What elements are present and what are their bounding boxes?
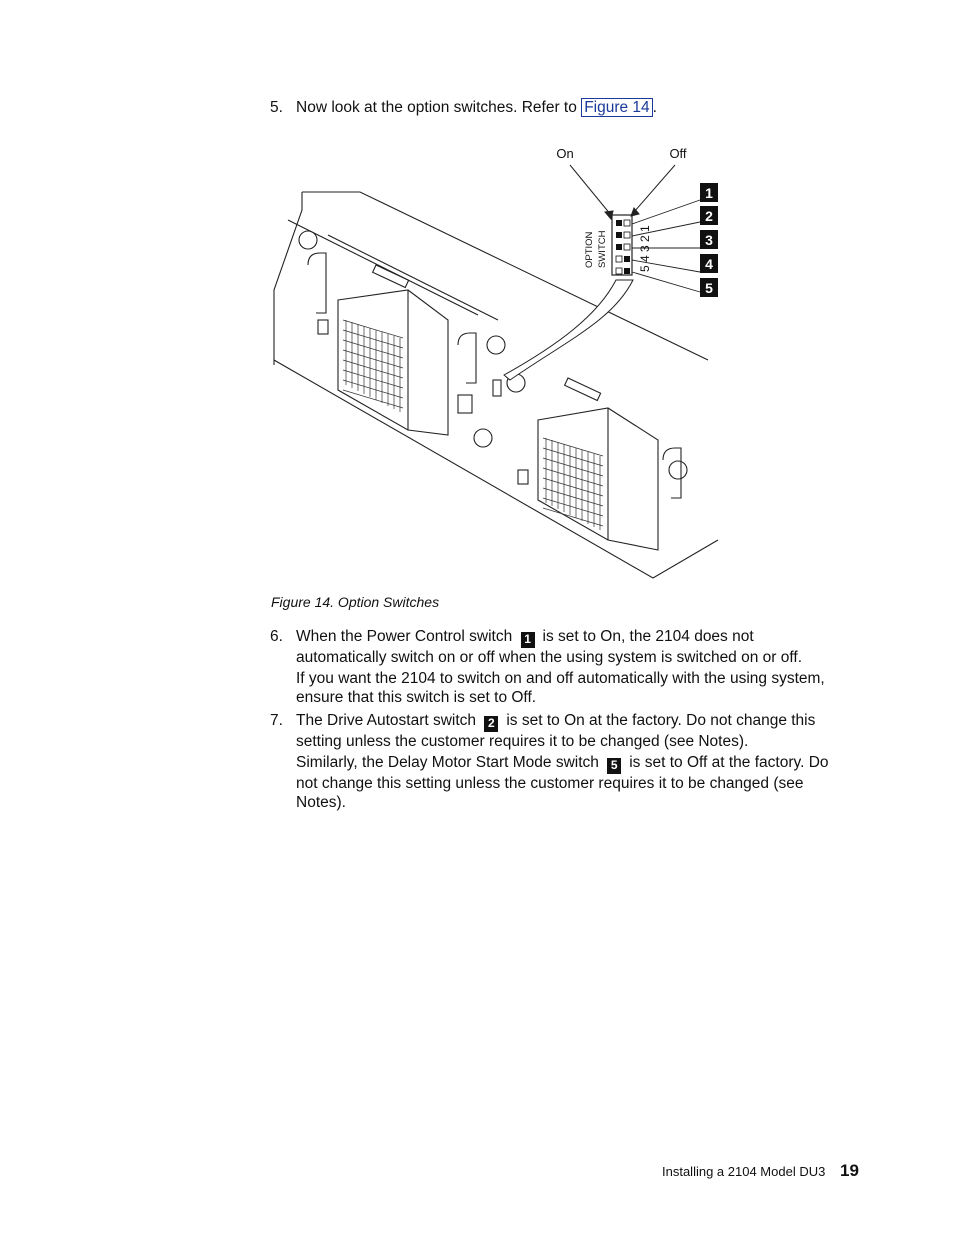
option-label: OPTION: [584, 231, 595, 268]
svg-text:2: 2: [705, 208, 713, 224]
step-7-para2-line1a: Similarly, the Delay Motor Start Mode switch: [296, 754, 599, 771]
step-7-line1b: is set to On at the factory. Do not change this: [506, 712, 816, 729]
figure-14-link[interactable]: Figure 14: [581, 98, 652, 117]
callout-2: [700, 206, 718, 225]
page-number: 19: [840, 1161, 859, 1180]
step-6-line1a: When the Power Control switch: [296, 628, 513, 645]
switch-numbers: 5 4 3 2 1: [638, 225, 652, 272]
step-5-text: [296, 98, 657, 117]
step-7-para2-line2: not change this setting unless the customer requires it to be changed (see: [296, 775, 804, 792]
step-6-para2-line1: If you want the 2104 to switch on and off automatically with the using system,: [296, 670, 825, 687]
step-7-line2: setting unless the customer requires it to be changed (see Notes).: [296, 733, 749, 750]
callout-5: [700, 278, 718, 297]
step-6-number: 6.: [270, 628, 283, 645]
footer-title: Installing a 2104 Model DU3: [662, 1164, 826, 1179]
callout-1-inline: 1: [521, 632, 535, 648]
callout-5-inline: 5: [607, 758, 621, 774]
step-7-line1a: The Drive Autostart switch: [296, 712, 477, 729]
step-6-para2: [296, 669, 856, 707]
step-5-body: Now look at the option switches. Refer to: [296, 99, 577, 116]
step-7-para2: [296, 753, 856, 812]
step-7-text: [296, 711, 856, 751]
step-6-line1b: is set to On, the 2104 does not: [542, 628, 754, 645]
off-label: Off: [669, 146, 687, 161]
step-7-number: 7.: [270, 712, 283, 729]
step-7-para2-line1b: is set to Off at the factory. Do: [629, 754, 829, 771]
step-5-period: .: [652, 99, 657, 116]
option-switches-figure: [268, 140, 728, 585]
step-5-number: 5.: [270, 99, 283, 116]
svg-text:5: 5: [705, 280, 713, 296]
step-6-line2: automatically switch on or off when the using system is switched on or off.: [296, 649, 803, 666]
step-6-text: [296, 627, 856, 667]
callout-3: [700, 230, 718, 249]
switch-label: SWITCH: [597, 230, 608, 268]
svg-text:3: 3: [705, 232, 713, 248]
callout-4: [700, 254, 718, 273]
on-label: On: [556, 146, 574, 161]
svg-text:4: 4: [705, 256, 713, 272]
svg-text:1: 1: [705, 185, 713, 201]
step-7-para2-line3: Notes).: [296, 794, 346, 811]
figure-caption: Figure 14. Option Switches: [271, 594, 440, 610]
callout-2-inline: 2: [484, 716, 498, 732]
callout-1: [700, 183, 718, 202]
step-6-para2-line2: ensure that this switch is set to Off.: [296, 689, 537, 706]
